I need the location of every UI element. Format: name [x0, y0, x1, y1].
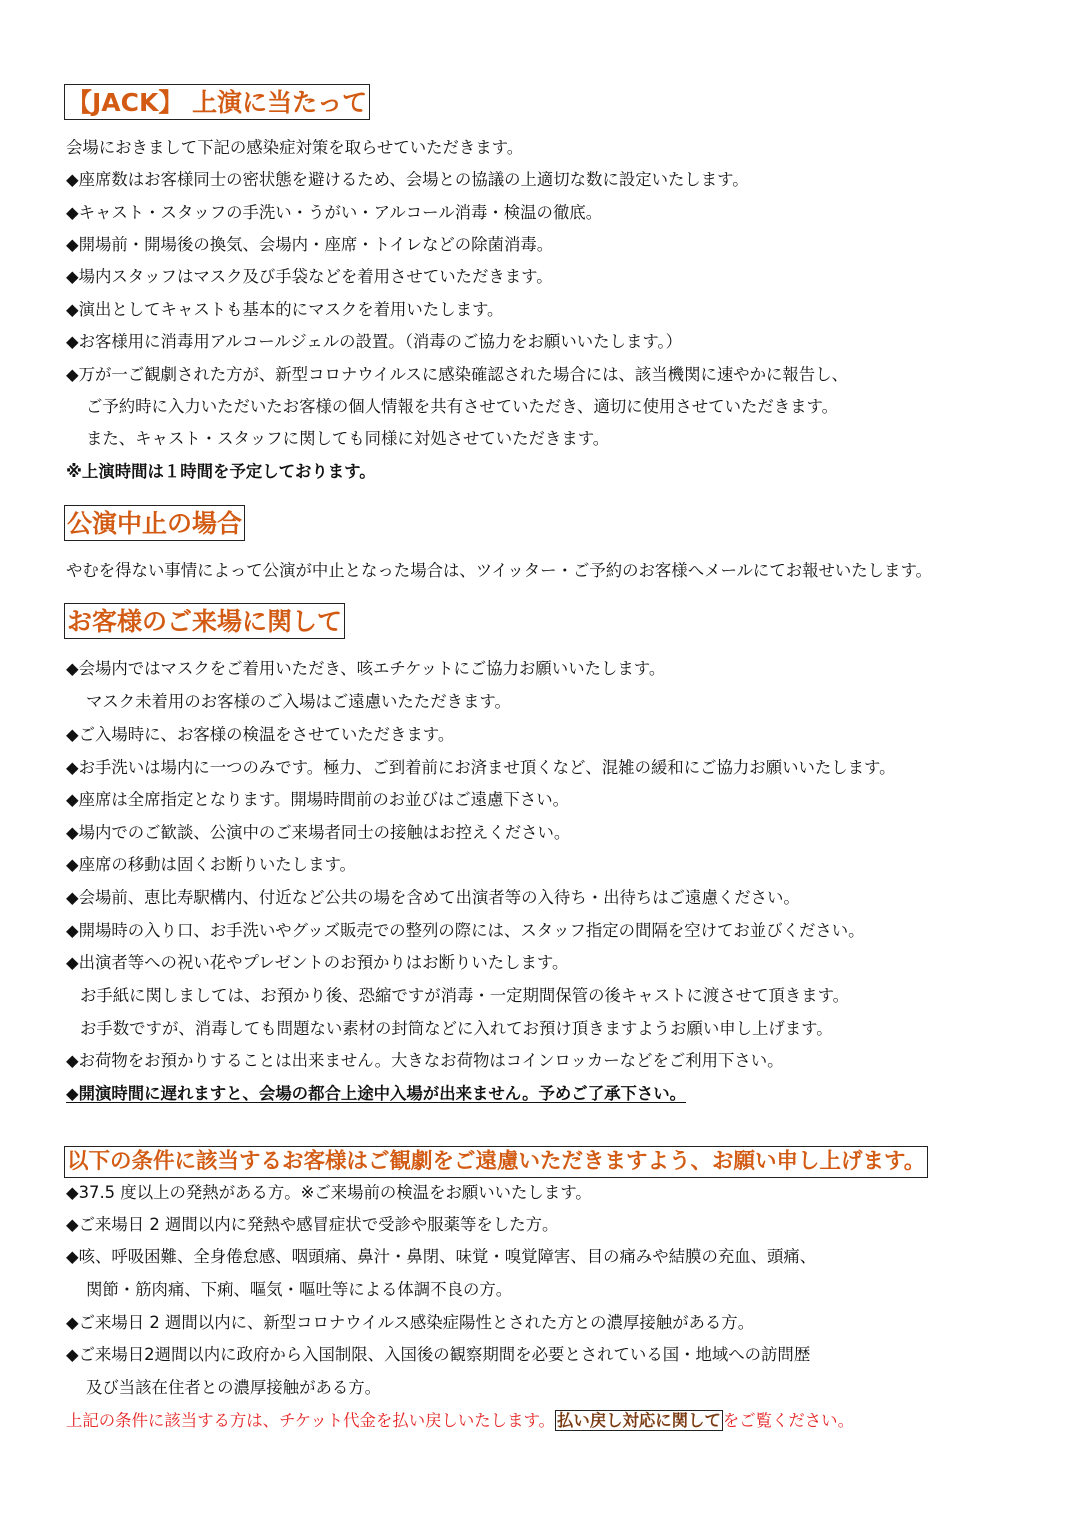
section-title-cancel: 公演中止の場合 [64, 505, 245, 541]
jack-line-5: ◆演出としてキャストも基本的にマスクを着用いたします。 [66, 300, 504, 319]
visit-line-6: ◆座席の移動は固くお断りいたします。 [66, 855, 356, 874]
visit-line-10: お手紙に関しましては、お預かり後、恐縮ですが消毒・一定期間保管の後キャストに渡させて頂きます。 [80, 986, 850, 1005]
visit-line-12: ◆お荷物をお預かりすることは出来ません。大きなお荷物はコインロッカーなどをご利用下さい。 [66, 1051, 784, 1070]
jack-line-4: ◆場内スタッフはマスク及び手袋などを着用させていただきます。 [66, 267, 553, 286]
jack-runtime-note: ※上演時間は１時間を予定しております。 [66, 462, 376, 481]
visit-line-4: ◆座席は全席指定となります。開場時間前のお並びはご遠慮下さい。 [66, 790, 570, 809]
refund-notice [66, 1410, 854, 1432]
conditions-line-2: ◆咳、呼吸困難、全身倦怠感、咽頭痛、鼻汁・鼻閉、味覚・嗅覚障害、目の痛みや結膜の充血、頭痛、 [66, 1247, 817, 1266]
visit-line-1: マスク未着用のお客様のご入場はご遠慮いたただきます。 [86, 692, 511, 711]
conditions-line-0: ◆37.5 度以上の発熱がある方。※ご来場前の検温をお願いいたします。 [66, 1183, 592, 1202]
jack-line-2: ◆キャスト・スタッフの手洗い・うがい・アルコール消毒・検温の徹底。 [66, 203, 603, 222]
visit-line-2: ◆ご入場時に、お客様の検温をさせていただきます。 [66, 725, 455, 744]
visit-line-3: ◆お手洗いは場内に一つのみです。極力、ご到着前にお済ませ頂くなど、混雑の緩和にご協力お願いいたします。 [66, 758, 896, 777]
refund-info-link[interactable]: 払い戻し対応に関して [556, 1411, 721, 1430]
refund-text-pre: 上記の条件に該当する方は、チケット代金を払い戻しいたします。 [66, 1411, 555, 1430]
jack-line-0: 会場におきまして下記の感染症対策を取らせていただきます。 [66, 138, 524, 157]
section-title-jack: 【JACK】 上演に当たって [64, 84, 370, 120]
visit-line-11: お手数ですが、消毒しても問題ない素材の封筒などに入れてお預け頂きますようお願い申し上げます。 [80, 1019, 833, 1038]
conditions-line-1: ◆ご来場日 2 週間以内に発熱や感冒症状で受診や服薬等をした方。 [66, 1215, 559, 1234]
refund-text-post: をご覧ください。 [722, 1411, 854, 1430]
conditions-line-6: 及び当該在住者との濃厚接触がある方。 [86, 1378, 382, 1397]
section-title-visit: お客様のご来場に関して [64, 603, 345, 639]
visit-line-7: ◆会場前、恵比寿駅構内、付近など公共の場を含めて出演者等の入待ち・出待ちはご遠慮ください。 [66, 888, 800, 907]
conditions-line-4: ◆ご来場日 2 週間以内に、新型コロナウイルス感染症陽性とされた方との濃厚接触がある方。 [66, 1313, 755, 1332]
conditions-line-3: 関節・筋肉痛、下痢、嘔気・嘔吐等による体調不良の方。 [86, 1280, 513, 1299]
jack-line-8: ご予約時に入力いただいたお客様の個人情報を共有させていただき、適切に使用させていただきます。 [86, 397, 838, 416]
jack-line-1: ◆座席数はお客様同士の密状態を避けるため、会場との協議の上適切な数に設定いたします。 [66, 170, 749, 189]
section-title-conditions: 以下の条件に該当するお客様はご観劇をご遠慮いただきますよう、お願い申し上げます。 [64, 1146, 928, 1178]
conditions-line-5: ◆ご来場日2週間以内に政府から入国制限、入国後の観察期間を必要とされている国・地域への訪問歴 [66, 1345, 811, 1364]
visit-line-8: ◆開場時の入り口、お手洗いやグッズ販売での整列の際には、スタッフ指定の間隔を空けてお並びください。 [66, 921, 865, 940]
cancel-text: やむを得ない事情によって公演が中止となった場合は、ツイッター・ご予約のお客様へメールにてお報せいたします。 [66, 561, 932, 580]
visit-line-9: ◆出演者等への祝い花やプレゼントのお預かりはお断りいたします。 [66, 953, 569, 972]
visit-line-0: ◆会場内ではマスクをご着用いただき、咳エチケットにご協力お願いいたします。 [66, 659, 666, 678]
jack-line-9: また、キャスト・スタッフに関しても同様に対処させていただきます。 [86, 429, 610, 448]
jack-line-6: ◆お客様用に消毒用アルコールジェルの設置。（消毒のご協力をお願いいたします。） [66, 332, 683, 351]
visit-line-5: ◆場内でのご歓談、公演中のご来場者同士の接触はお控えください。 [66, 823, 571, 842]
visit-late-note: ◆開演時間に遅れますと、会場の都合上途中入場が出来ません。予めご了承下さい。 [66, 1084, 687, 1103]
jack-line-7: ◆万が一ご観劇された方が、新型コロナウイルスに感染確認された場合には、該当機関に速やかに報告し、 [66, 365, 848, 384]
jack-line-3: ◆開場前・開場後の換気、会場内・座席・トイレなどの除菌消毒。 [66, 235, 554, 254]
